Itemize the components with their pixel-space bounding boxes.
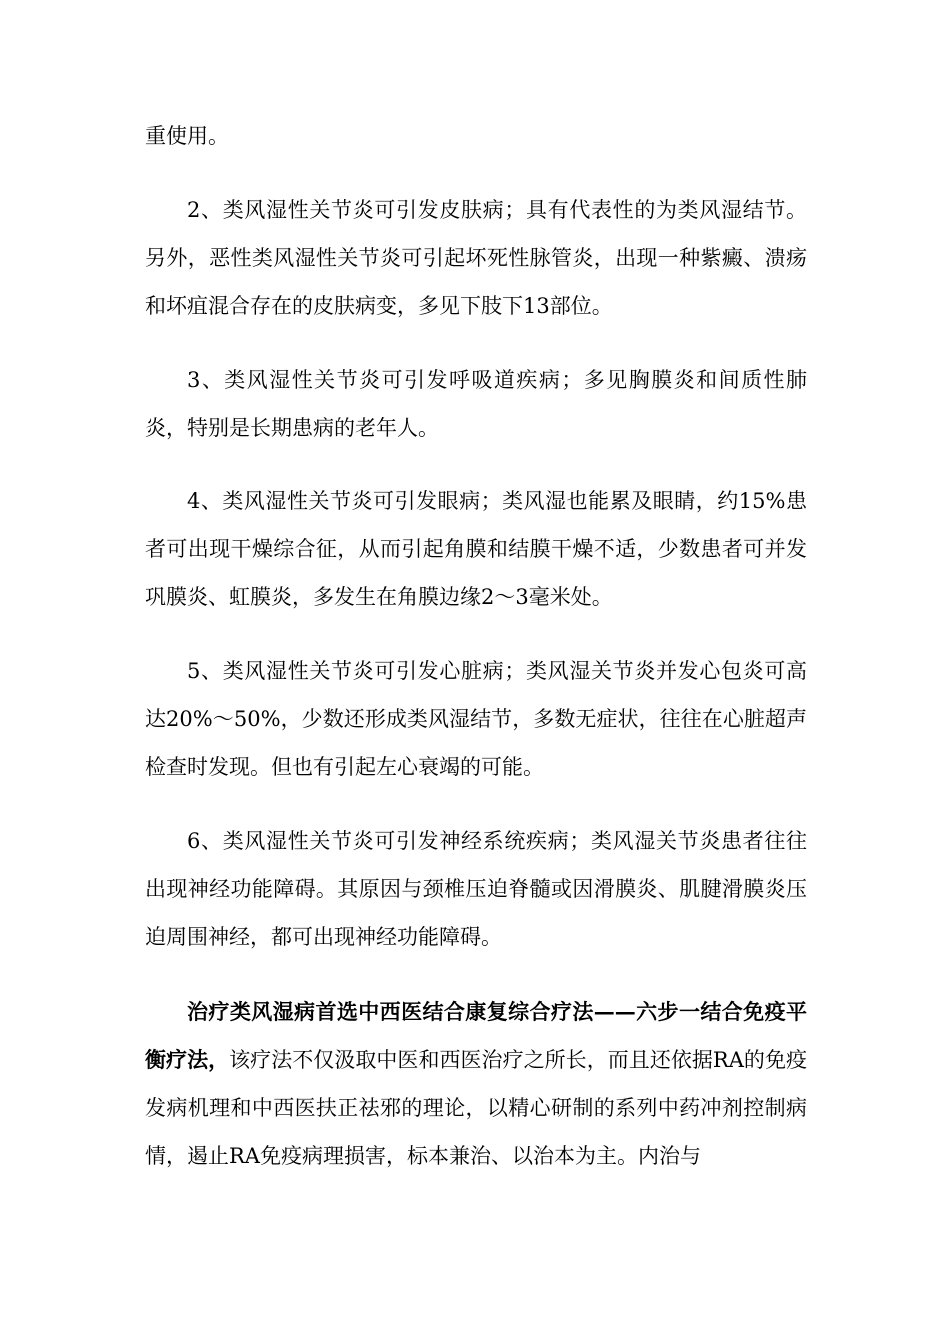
paragraph-nervous-system-disease: 6、类风湿性关节炎可引发神经系统疾病；类风湿关节炎患者往往出现神经功能障碍。其原因与颈椎压迫脊髓或因滑膜炎、肌腱滑膜炎压迫周围神经，都可出现神经功能障碍。: [145, 829, 807, 949]
treatment-text: 该疗法不仅汲取中医和西医治疗之所长，而且还依据RA的免疫发病机理和中西医扶正祛邪的理论，以精心研制的系列中药冲剂控制病情，遏止RA免疫病理损害，标本兼治、以治本为主。内治与: [145, 1048, 807, 1168]
paragraph-heart-disease: 5、类风湿性关节炎可引发心脏病；类风湿关节炎并发心包炎可高达20%～50%，少数还形成类风湿结节，多数无症状，往往在心脏超声检查时发现。但也有引起左心衰竭的可能。: [145, 659, 807, 779]
paragraph-eye-disease: 4、类风湿性关节炎可引发眼病；类风湿也能累及眼睛，约15%患者可出现干燥综合征，从而引起角膜和结膜干燥不适，少数患者可并发巩膜炎、虹膜炎，多发生在角膜边缘2～3毫米处。: [145, 489, 807, 609]
treatment-heading: 治疗类风湿病首选中西医结合康复综合疗法——六步一结合免疫平衡疗法，: [145, 999, 807, 1072]
paragraph-treatment: [145, 988, 807, 1180]
paragraph-respiratory-disease: 3、类风湿性关节炎可引发呼吸道疾病；多见胸膜炎和间质性肺炎，特别是长期患病的老年人。: [145, 368, 807, 440]
paragraph-continuation: 重使用。: [145, 124, 229, 148]
paragraph-skin-disease: 2、类风湿性关节炎可引发皮肤病；具有代表性的为类风湿结节。另外，恶性类风湿性关节炎可引起坏死性脉管炎，出现一种紫癜、溃疡和坏疽混合存在的皮肤病变，多见下肢下13部位。: [145, 198, 807, 318]
